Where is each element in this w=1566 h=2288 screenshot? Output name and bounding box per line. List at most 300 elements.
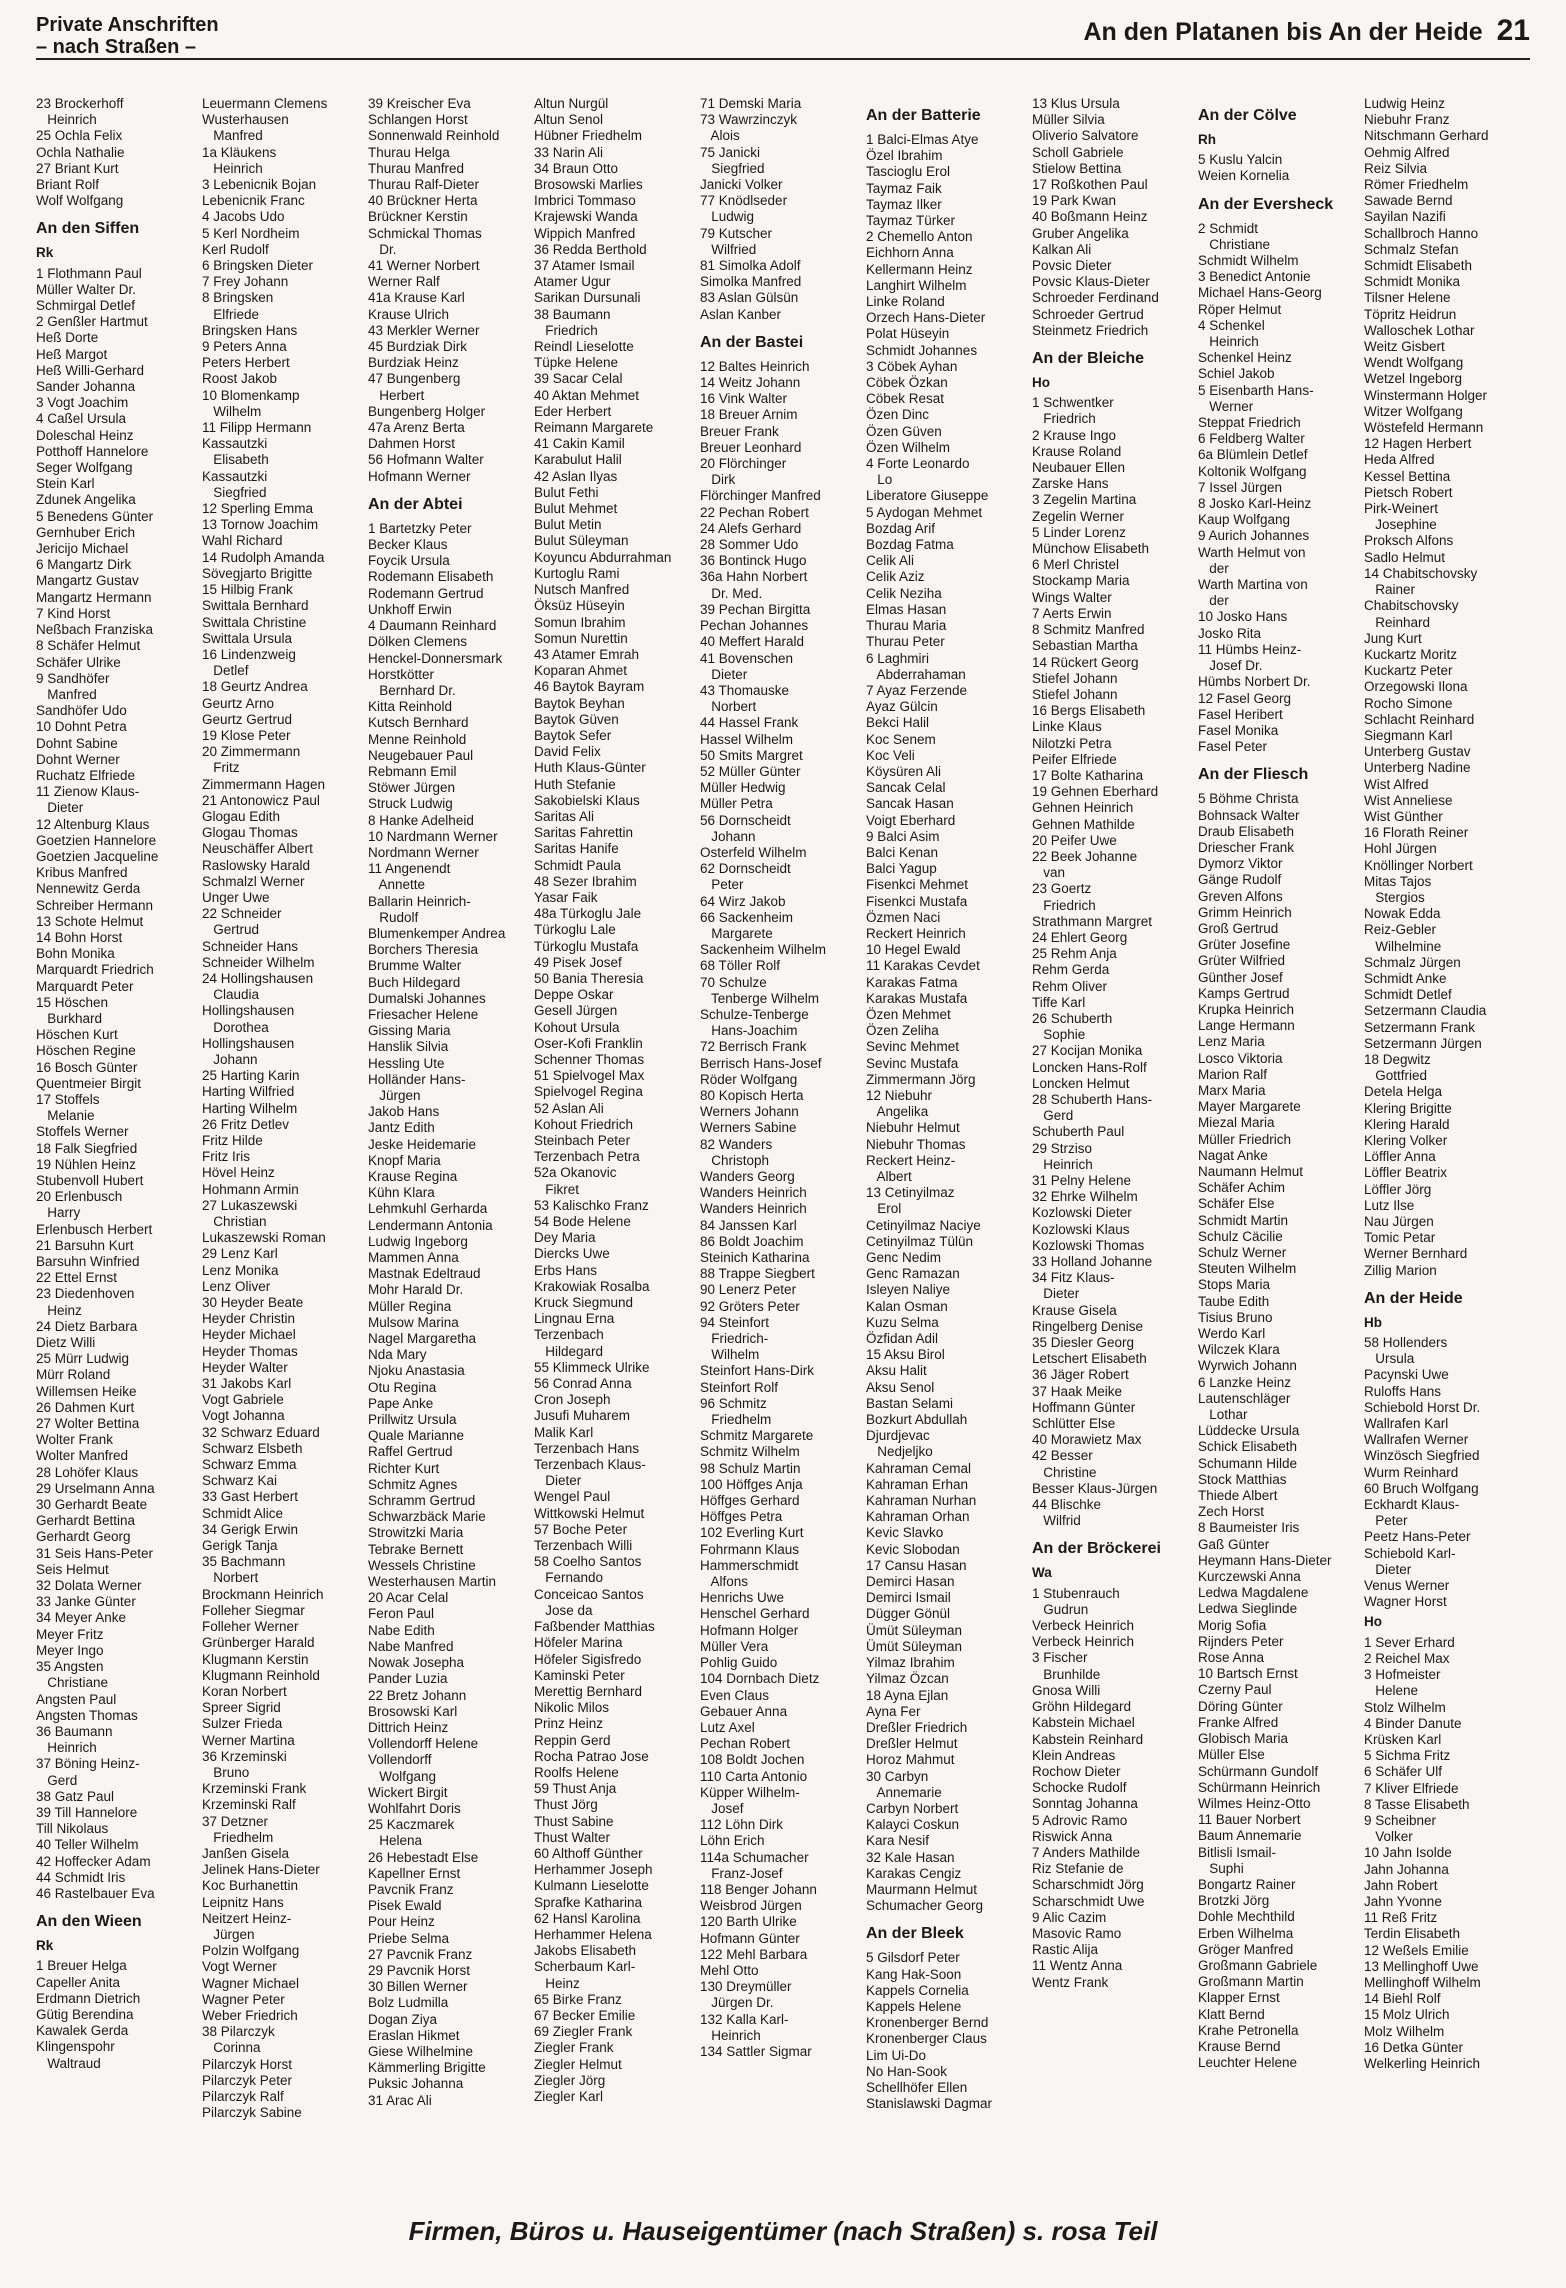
resident-entry: Schallbroch Hanno [1364, 225, 1479, 241]
resident-entry: 29 Urselmann Anna [36, 1480, 155, 1496]
resident-entry: 4 Forte Leonardo [866, 456, 970, 472]
resident-entry: Imbrici Tommaso [534, 193, 636, 209]
resident-entry: Pilarczyk Sabine [202, 2105, 302, 2121]
resident-entry: 57 Boche Peter [534, 1521, 628, 1537]
resident-entry: Wurm Reinhard [1364, 1464, 1459, 1480]
resident-entry: Koc Senem [866, 731, 936, 747]
resident-entry: Höffges Petra [700, 1509, 783, 1525]
resident-entry: 15 Aksu Birol [866, 1347, 945, 1363]
resident-entry: Schmitz Agnes [368, 1476, 458, 1492]
resident-entry: Müller Vera [700, 1638, 769, 1654]
resident-entry: Schmidt Detlef [1364, 987, 1452, 1003]
resident-entry: Gröhn Hildegard [1032, 1699, 1132, 1715]
resident-entry: Dieter [36, 800, 84, 816]
resident-entry: Tüpke Helene [534, 355, 619, 371]
resident-entry: Harting Wilfried [202, 1084, 295, 1100]
resident-entry: Reinhard [1364, 614, 1431, 630]
resident-entry: Stiefel Johann [1032, 686, 1118, 702]
resident-entry: Leuchter Helene [1198, 2055, 1298, 2071]
resident-entry: Sulzer Frieda [202, 1716, 283, 1732]
resident-entry: 31 Arac Ali [368, 2092, 432, 2108]
resident-entry: Hohmann Armin [202, 1181, 299, 1197]
resident-entry: 64 Wirz Jakob [700, 893, 786, 909]
resident-entry: 20 Zimmermann [202, 744, 301, 760]
resident-entry: 25 Mürr Ludwig [36, 1351, 130, 1367]
resident-entry: Hohl Jürgen [1364, 841, 1437, 857]
resident-entry: 38 Pilarczyk [202, 2024, 275, 2040]
resident-entry: Wolfgang [368, 1768, 437, 1784]
resident-entry: 13 Cetinyilmaz [866, 1185, 955, 1201]
resident-entry: Werner [1198, 398, 1254, 414]
resident-entry: Bernhard Dr. [368, 682, 456, 698]
resident-entry: Rijnders Peter [1198, 1633, 1284, 1649]
resident-entry: Kappels Cornelia [866, 1982, 969, 1998]
resident-entry: Setzermann Claudia [1364, 1003, 1487, 1019]
resident-entry: Krzeminski Ralf [202, 1797, 296, 1813]
resident-entry: Wengel Paul [534, 1489, 611, 1505]
resident-entry: 45 Burdziak Dirk [368, 339, 468, 355]
resident-entry: Naumann Helmut [1198, 1163, 1304, 1179]
resident-entry: Heß Margot [36, 346, 108, 362]
resident-entry: Baytok Sefer [534, 727, 612, 743]
resident-entry: Werdo Karl [1198, 1326, 1266, 1342]
resident-entry: 8 Josko Karl-Heinz [1198, 496, 1312, 512]
resident-entry: Huth Stefanie [534, 776, 616, 792]
resident-entry: Vollendorff [368, 1752, 432, 1768]
resident-entry: 58 Hollenders [1364, 1335, 1448, 1351]
resident-entry: 71 Demski Maria [700, 96, 802, 111]
resident-entry: Fisenkci Mustafa [866, 893, 968, 909]
resident-entry: 13 Tornow Joachim [202, 517, 319, 533]
resident-entry: 32 Ehrke Wilhelm [1032, 1189, 1138, 1205]
resident-entry: 72 Berrisch Frank [700, 1039, 807, 1055]
resident-entry: Schmidt Martin [1198, 1212, 1289, 1228]
resident-entry: Ayaz Gülcin [866, 699, 938, 715]
resident-entry: Wyrwich Johann [1198, 1358, 1297, 1374]
resident-entry: Ruloffs Hans [1364, 1383, 1442, 1399]
resident-entry: Heß Willi-Gerhard [36, 362, 145, 378]
resident-entry: Ludwig [700, 209, 755, 225]
resident-entry: 60 Althoff Günther [534, 1845, 643, 1861]
street-heading: An der Bleiche [1032, 350, 1145, 368]
resident-entry: Angelika [866, 1104, 929, 1120]
resident-entry: 65 Birke Franz [534, 1991, 622, 2007]
resident-entry: 8 Schäfer Helmut [36, 638, 141, 654]
resident-entry: Nordmann Werner [368, 844, 479, 860]
resident-entry: Lenz Oliver [202, 1278, 271, 1294]
resident-entry: Özen Güven [866, 423, 942, 439]
resident-entry: 32 Schwarz Eduard [202, 1424, 320, 1440]
resident-entry: 5 Linder Lorenz [1032, 524, 1126, 540]
resident-entry: Riz Stefanie de [1032, 1861, 1124, 1877]
resident-entry: Reimann Margarete [534, 420, 654, 436]
resident-entry: 6 Schäfer Ulf [1364, 1764, 1443, 1780]
resident-entry: Peetz Hans-Peter [1364, 1529, 1471, 1545]
resident-entry: Müller Silvia [1032, 112, 1105, 128]
resident-entry: 27 Pavcnik Franz [368, 1946, 473, 1962]
resident-entry: 12 Niebuhr [866, 1087, 933, 1103]
resident-entry: Bolz Ludmilla [368, 1995, 449, 2011]
resident-entry: 24 Hollingshausen [202, 970, 314, 986]
resident-entry: Stiefel Johann [1032, 670, 1118, 686]
resident-entry: 36 Jäger Robert [1032, 1367, 1129, 1383]
resident-entry: Loncken Helmut [1032, 1075, 1130, 1091]
resident-entry: 1 Stubenrauch [1032, 1585, 1120, 1601]
resident-entry: Czerny Paul [1198, 1682, 1272, 1698]
resident-entry: 81 Simolka Adolf [700, 258, 801, 274]
resident-entry: 33 Gast Herbert [202, 1489, 299, 1505]
resident-entry: Wolter Manfred [36, 1448, 129, 1464]
resident-entry: Zegelin Werner [1032, 508, 1125, 524]
resident-entry: 5 Aydogan Mehmet [866, 504, 983, 520]
resident-entry: 3 Cöbek Ayhan [866, 358, 958, 374]
resident-entry: Kozlowski Thomas [1032, 1237, 1145, 1253]
district-code: Rk [36, 245, 54, 261]
resident-entry: Lutz Axel [700, 1719, 755, 1735]
resident-entry: Wings Walter [1032, 589, 1112, 605]
resident-entry: Aksu Halit [866, 1363, 927, 1379]
resident-entry: 52 Aslan Ali [534, 1100, 604, 1116]
resident-entry: der [1198, 593, 1229, 609]
directory-column-6 [866, 96, 1028, 2112]
resident-entry: 73 Wawrzinczyk [700, 112, 798, 128]
resident-entry: Heyder Walter [202, 1359, 288, 1375]
resident-entry: Wöstefeld Hermann [1364, 420, 1484, 436]
resident-entry: Klugmann Reinhold [202, 1667, 320, 1683]
resident-entry: Schroeder Ferdinand [1032, 290, 1159, 306]
resident-entry: Margarete [700, 925, 773, 941]
resident-entry: 13 Klus Ursula [1032, 96, 1120, 111]
resident-entry: 4 Binder Danute [1364, 1715, 1462, 1731]
resident-entry: Schürmann Gundolf [1198, 1763, 1319, 1779]
resident-entry: Otu Regina [368, 1379, 437, 1395]
resident-entry: Koyuncu Abdurrahman [534, 549, 672, 565]
resident-entry: Sadlo Helmut [1364, 549, 1446, 565]
resident-entry: Terzenbach Klaus- [534, 1457, 646, 1473]
resident-entry: Kabstein Reinhard [1032, 1731, 1144, 1747]
resident-entry: Setzermann Frank [1364, 1019, 1476, 1035]
resident-entry: 11 Karakas Cevdet [866, 958, 980, 974]
resident-entry: Kabstein Michael [1032, 1715, 1135, 1731]
resident-entry: Wilhelm [202, 403, 262, 419]
resident-entry: 35 Bachmann [202, 1554, 286, 1570]
resident-entry: Wickert Birgit [368, 1784, 448, 1800]
resident-entry: Özen Wilhelm [866, 439, 951, 455]
resident-entry: 11 Hümbs Heinz- [1198, 641, 1302, 657]
resident-entry: Höfeler Sigisfredo [534, 1651, 642, 1667]
resident-entry: Chabitschovsky [1364, 598, 1459, 614]
resident-entry: Heinrich [1032, 1156, 1093, 1172]
resident-entry: Wilhelmine [1364, 938, 1442, 954]
resident-entry: Dr. Med. [700, 585, 763, 601]
resident-entry: Jahn Robert [1364, 1877, 1438, 1893]
resident-entry: Kang Hak-Soon [866, 1966, 962, 1982]
resident-entry: Eraslan Hikmet [368, 2027, 460, 2043]
resident-entry: 58 Coelho Santos [534, 1554, 642, 1570]
resident-entry: Pechan Robert [700, 1736, 791, 1752]
resident-entry: 56 Hofmann Walter [368, 452, 484, 468]
resident-entry: 28 Lohöfer Klaus [36, 1464, 139, 1480]
resident-entry: Globisch Maria [1198, 1731, 1289, 1747]
resident-entry: Schäfer Achim [1198, 1180, 1286, 1196]
resident-entry: Schlacht Reinhard [1364, 711, 1475, 727]
resident-entry: Schwarz Emma [202, 1457, 297, 1473]
resident-entry: Wilmes Heinz-Otto [1198, 1795, 1311, 1811]
resident-entry: Schenner Thomas [534, 1051, 645, 1067]
resident-entry: Folleher Siegmar [202, 1602, 305, 1618]
resident-entry: Steinich Katharina [700, 1250, 810, 1266]
resident-entry: Steinfort Hans-Dirk [700, 1363, 815, 1379]
resident-entry: 7 Frey Johann [202, 274, 289, 290]
resident-entry: 3 Hofmeister [1364, 1667, 1441, 1683]
resident-entry: 54 Bode Helene [534, 1214, 631, 1230]
resident-entry: Masovic Ramo [1032, 1925, 1122, 1941]
resident-entry: Karakas Mustafa [866, 990, 968, 1006]
resident-entry: Neuschäffer Albert [202, 841, 313, 857]
resident-entry: Sandhöfer Udo [36, 703, 127, 719]
resident-entry: Reckert Heinz- [866, 1152, 956, 1168]
resident-entry: Heda Alfred [1364, 452, 1435, 468]
resident-entry: Ochla Nathalie [36, 144, 125, 160]
resident-entry: Sövegjarto Brigitte [202, 565, 313, 581]
resident-entry: Walloschek Lothar [1364, 322, 1475, 338]
resident-entry: Kapellner Ernst [368, 1865, 461, 1881]
resident-entry: Wessels Christine [368, 1557, 476, 1573]
resident-entry: Hassel Wilhelm [700, 731, 794, 747]
resident-entry: Koparan Ahmet [534, 663, 628, 679]
resident-entry: Röder Wolfgang [700, 1071, 798, 1087]
resident-entry: Cöbek Resat [866, 391, 945, 407]
directory-columns [36, 96, 1530, 2196]
resident-entry: Hildegard [534, 1343, 604, 1359]
resident-entry: Löffler Beatrix [1364, 1165, 1448, 1181]
resident-entry: Schumann Hilde [1198, 1455, 1298, 1471]
resident-entry: Leuermann Clemens [202, 96, 328, 111]
resident-entry: Angsten Thomas [36, 1707, 138, 1723]
resident-entry: Hans-Joachim [700, 1023, 798, 1039]
resident-entry: van [1032, 865, 1066, 881]
resident-entry: Schwarzbäck Marie [368, 1509, 486, 1525]
resident-entry: Rebmann Emil [368, 763, 457, 779]
resident-entry: Roolfs Helene [534, 1764, 619, 1780]
resident-entry: Dr. [368, 241, 397, 257]
resident-entry: 86 Boldt Joachim [700, 1233, 804, 1249]
street-heading: An der Eversheck [1198, 195, 1334, 213]
resident-entry: 35 Diesler Georg [1032, 1335, 1135, 1351]
resident-entry: Elisabeth [202, 452, 269, 468]
resident-entry: Schreiber Hermann [36, 897, 154, 913]
resident-entry: Schwarz Kai [202, 1473, 278, 1489]
resident-entry: Löhn Erich [700, 1833, 765, 1849]
resident-entry: Lenz Maria [1198, 1034, 1265, 1050]
resident-entry: Eichhorn Anna [866, 245, 954, 261]
resident-entry: Cron Joseph [534, 1392, 611, 1408]
district-code: Rk [36, 1938, 54, 1954]
street-heading: An der Heide [1364, 1289, 1463, 1307]
resident-entry: Doleschal Heinz [36, 427, 134, 443]
resident-entry: Jelinek Hans-Dieter [202, 1862, 320, 1878]
resident-entry: Swittala Bernhard [202, 598, 309, 614]
directory-column-1 [36, 96, 198, 2072]
resident-entry: Linke Klaus [1032, 719, 1102, 735]
resident-entry: Diercks Uwe [534, 1246, 610, 1262]
resident-entry: Balci Yagup [866, 861, 937, 877]
resident-entry: Koltonik Wolfgang [1198, 463, 1307, 479]
resident-entry: Cöbek Özkan [866, 375, 948, 391]
resident-entry: 19 Park Kwan [1032, 193, 1117, 209]
resident-entry: 38 Gatz Paul [36, 1788, 115, 1804]
resident-entry: Werner Ralf [368, 274, 440, 290]
resident-entry: Müller Petra [700, 796, 773, 812]
resident-entry: Josephine [1364, 517, 1437, 533]
resident-entry: Geurtz Gertrud [202, 711, 293, 727]
resident-entry: Grünberger Harald [202, 1635, 315, 1651]
resident-entry: 31 Seis Hans-Peter [36, 1545, 154, 1561]
resident-entry: Mitas Tajos [1364, 873, 1432, 889]
resident-entry: Nau Jürgen [1364, 1214, 1434, 1230]
resident-entry: Schmickal Thomas [368, 225, 482, 241]
resident-entry: Richter Kurt [368, 1460, 440, 1476]
resident-entry: Pohlig Guido [700, 1655, 778, 1671]
resident-entry: Johann [202, 1051, 258, 1067]
resident-entry: Schumacher Georg [866, 1898, 984, 1914]
resident-entry: Lingnau Erna [534, 1311, 615, 1327]
resident-entry: 7 Aerts Erwin [1032, 605, 1112, 621]
resident-entry: Bulut Mehmet [534, 501, 618, 517]
resident-entry: Mellinghoff Wilhelm [1364, 1974, 1481, 1990]
resident-entry: Saritas Ali [534, 808, 595, 824]
resident-entry: Burdziak Heinz [368, 355, 459, 371]
resident-entry: Heinrich [202, 160, 263, 176]
resident-entry: Stoffels Werner [36, 1124, 129, 1140]
resident-entry: Erlenbusch Herbert [36, 1221, 153, 1237]
resident-entry: Unterberg Gustav [1364, 744, 1471, 760]
resident-entry: Schwarz Elsbeth [202, 1440, 303, 1456]
resident-entry: 69 Ziegler Frank [534, 2024, 633, 2040]
resident-entry: Kutsch Bernhard [368, 715, 469, 731]
resident-entry: Suphi [1198, 1860, 1244, 1876]
resident-entry: Schmirgal Detlef [36, 298, 136, 314]
resident-entry: Friedrich [534, 322, 598, 338]
resident-entry: Wendt Wolfgang [1364, 355, 1464, 371]
resident-entry: 37 Detzner [202, 1813, 269, 1829]
resident-entry: 5 Sichma Fritz [1364, 1748, 1451, 1764]
resident-entry: Kühn Klara [368, 1185, 435, 1201]
resident-entry: Klering Harald [1364, 1116, 1450, 1132]
resident-entry: 12 Weßels Emilie [1364, 1942, 1469, 1958]
resident-entry: 9 Peters Anna [202, 339, 287, 355]
resident-entry: Dey Maria [534, 1230, 596, 1246]
resident-entry: Mammen Anna [368, 1250, 459, 1266]
resident-entry: Mangartz Gustav [36, 573, 139, 589]
resident-entry: Greven Alfons [1198, 888, 1283, 904]
resident-entry: Kuckartz Moritz [1364, 646, 1458, 662]
resident-entry: Horoz Mahmut [866, 1752, 955, 1768]
resident-entry: Mohr Harald Dr. [368, 1282, 464, 1298]
resident-entry: Rehm Oliver [1032, 978, 1108, 994]
section-label-line2: – nach Straßen – [36, 36, 197, 58]
resident-entry: Ludwig Heinz [1364, 96, 1446, 111]
resident-entry: Wohlfahrt Doris [368, 1800, 461, 1816]
resident-entry: Vogt Johanna [202, 1408, 285, 1424]
resident-entry: Wanders Heinrich [700, 1201, 807, 1217]
resident-entry: 11 Bauer Norbert [1198, 1812, 1301, 1828]
resident-entry: Jeske Heidemarie [368, 1136, 477, 1152]
resident-entry: 3 Benedict Antonie [1198, 269, 1311, 285]
resident-entry: Dreßler Friedrich [866, 1719, 968, 1735]
resident-entry: Christiane [1198, 236, 1271, 252]
resident-entry: Jusufi Muharem [534, 1408, 631, 1424]
resident-entry: 4 Jacobs Udo [202, 209, 285, 225]
resident-entry: Nitschmann Gerhard [1364, 128, 1489, 144]
resident-entry: Norbert [700, 699, 757, 715]
resident-entry: 2 Krause Ingo [1032, 427, 1117, 443]
resident-entry: Hofmann Werner [368, 468, 471, 484]
resident-entry: Nennewitz Gerda [36, 881, 141, 897]
resident-entry: Krause Gisela [1032, 1302, 1117, 1318]
resident-entry: Werners Johann [700, 1104, 799, 1120]
resident-entry: Rodemann Gertrud [368, 585, 484, 601]
street-heading: An der Fliesch [1198, 766, 1309, 784]
resident-entry: 1 Balci-Elmas Atye [866, 132, 979, 147]
resident-entry: Josef Dr. [1198, 658, 1263, 674]
resident-entry: Jahn Johanna [1364, 1861, 1449, 1877]
resident-entry: Fasel Monika [1198, 722, 1279, 738]
resident-entry: Lautenschläger [1198, 1390, 1291, 1406]
resident-entry: 8 Schmitz Manfred [1032, 622, 1145, 638]
resident-entry: Knöllinger Norbert [1364, 857, 1473, 873]
resident-entry: Stergios [1364, 889, 1425, 905]
resident-entry: Malik Karl [534, 1424, 594, 1440]
resident-entry: Gertrud [202, 922, 260, 938]
resident-entry: Friedhelm [700, 1412, 772, 1428]
resident-entry: Lendermann Antonia [368, 1217, 493, 1233]
resident-entry: Herbert [368, 387, 425, 403]
resident-entry: Kawalek Gerda [36, 2023, 129, 2039]
resident-entry: Stolz Wilhelm [1364, 1699, 1446, 1715]
resident-entry: 9 Aurich Johannes [1198, 528, 1310, 544]
resident-entry: Steinfort Rolf [700, 1379, 779, 1395]
resident-entry: Stockamp Maria [1032, 573, 1130, 589]
resident-entry: Terzenbach Petra [534, 1149, 640, 1165]
resident-entry: Wagner Horst [1364, 1594, 1447, 1610]
resident-entry: Djurdjevac [866, 1428, 930, 1444]
resident-entry: Gehnen Mathilde [1032, 816, 1135, 832]
resident-entry: Bohn Monika [36, 946, 115, 962]
resident-entry: Dohle Mechthild [1198, 1909, 1295, 1925]
resident-entry: Karakas Cengiz [866, 1865, 962, 1881]
resident-entry: Kerl Rudolf [202, 241, 269, 257]
resident-entry: 18 Falk Siegfried [36, 1140, 138, 1156]
resident-entry: 53 Kalischko Franz [534, 1197, 649, 1213]
resident-entry: Pietsch Robert [1364, 484, 1453, 500]
resident-entry: Werner Bernhard [1364, 1246, 1468, 1262]
resident-entry: Dirk [700, 472, 736, 488]
resident-entry: Lebenicnik Franc [202, 193, 305, 209]
resident-entry: 11 Zienow Klaus- [36, 784, 140, 800]
resident-entry: 30 Gerhardt Beate [36, 1497, 148, 1513]
resident-entry: Winstermann Holger [1364, 387, 1488, 403]
resident-entry: 77 Knödlseder [700, 193, 788, 209]
resident-entry: 17 Cansu Hasan [866, 1557, 967, 1573]
resident-entry: 42 Aslan Ilyas [534, 468, 618, 484]
resident-entry: 50 Bania Theresia [534, 970, 644, 986]
resident-entry: Franz-Josef [700, 1865, 783, 1881]
resident-entry: Özel Ibrahim [866, 148, 943, 164]
resident-entry: 10 Blomenkamp [202, 387, 300, 403]
resident-entry: Helene [1364, 1683, 1419, 1699]
resident-entry: 19 Nühlen Heinz [36, 1156, 136, 1172]
